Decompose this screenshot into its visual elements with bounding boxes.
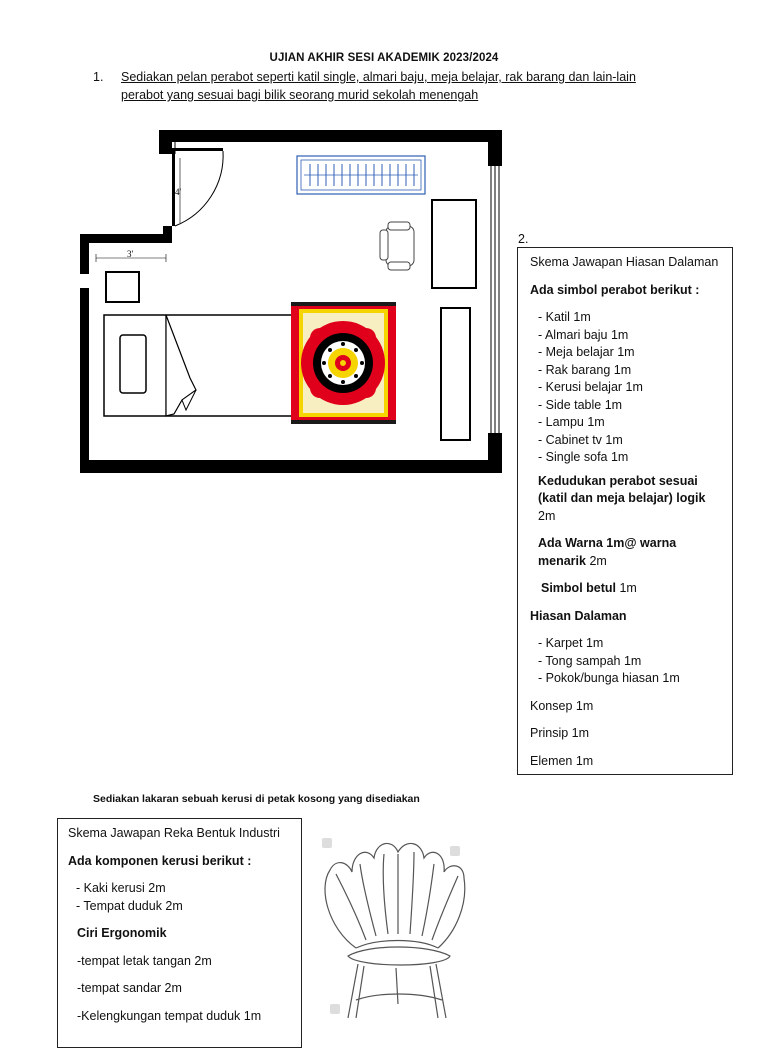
side-table xyxy=(106,272,139,302)
list-item: - Single sofa 1m xyxy=(538,449,720,467)
list-item: - Tempat duduk 2m xyxy=(76,898,291,916)
principle-criterion: Prinsip 1m xyxy=(530,726,590,740)
question-1-number: 1. xyxy=(93,70,104,84)
decor-list xyxy=(530,635,720,688)
study-chair xyxy=(380,222,414,270)
sketch-instruction: Sediakan lakaran sebuah kerusi di petak kosong yang disediakan xyxy=(93,793,420,805)
dim-door-height: 4' xyxy=(175,187,182,197)
list-item: - Meja belajar 1m xyxy=(538,344,720,362)
industrial-design-scheme-box xyxy=(57,818,302,1048)
industrial-scheme-title: Skema Jawapan Reka Bentuk Industri xyxy=(68,826,280,840)
concept-criterion: Konsep 1m xyxy=(530,698,594,713)
color-marks: 2m xyxy=(589,553,607,568)
study-desk xyxy=(432,200,476,288)
wall-top xyxy=(159,130,502,142)
list-item: - Pokok/bunga hiasan 1m xyxy=(538,670,720,688)
symbol-criterion xyxy=(530,580,720,598)
wall-left-ledge xyxy=(80,234,172,243)
ergonomic-item: -Kelengkungan tempat duduk 1m xyxy=(77,1008,262,1023)
position-marks: 2m xyxy=(538,508,556,523)
chair-sketch xyxy=(318,828,478,1024)
wall-bottom xyxy=(80,460,502,473)
color-heading: Ada Warna 1m@ warna menarik xyxy=(538,536,677,568)
list-item: - Katil 1m xyxy=(538,309,720,327)
list-item: - Cabinet tv 1m xyxy=(538,432,720,450)
symbols-list xyxy=(530,309,720,467)
decor-heading: Hiasan Dalaman xyxy=(530,608,627,623)
symbols-heading: Ada simbol perabot berikut : xyxy=(530,282,700,297)
question-1-line-2: perabot yang sesuai bagi bilik seorang murid sekolah menengah xyxy=(121,88,479,102)
list-item: - Lampu 1m xyxy=(538,414,720,432)
question-1-line-1: Sediakan pelan perabot seperti katil single, almari baju, meja belajar, rak barang dan lain-lain xyxy=(121,70,636,84)
window xyxy=(491,166,499,433)
element-criterion: Elemen 1m xyxy=(530,753,594,768)
list-item: - Kerusi belajar 1m xyxy=(538,379,720,397)
position-criterion xyxy=(530,473,720,526)
ergonomic-heading: Ciri Ergonomik xyxy=(77,926,167,940)
ergonomic-item: -tempat letak tangan 2m xyxy=(77,953,212,968)
floor-plan xyxy=(78,128,508,478)
wall-left-lower xyxy=(80,288,89,473)
symbol-heading: Simbol betul xyxy=(541,581,616,595)
dimension-lines xyxy=(96,158,182,262)
carpet xyxy=(291,302,396,424)
ergonomic-item: -tempat sandar 2m xyxy=(77,981,182,995)
wardrobe xyxy=(297,156,425,194)
list-item: - Rak barang 1m xyxy=(538,362,720,380)
question-2-number: 2. xyxy=(518,232,529,246)
wall-right-upper xyxy=(488,130,502,166)
door-jamb xyxy=(163,226,172,243)
components-heading: Ada komponen kerusi berikut : xyxy=(68,853,252,868)
symbol-marks: 1m xyxy=(619,581,637,595)
single-bed xyxy=(104,315,304,416)
components-list xyxy=(68,880,291,915)
door xyxy=(172,142,223,226)
list-item: - Kaki kerusi 2m xyxy=(76,880,291,898)
dim-door-width: 3' xyxy=(127,249,134,259)
storage-rack xyxy=(441,308,470,440)
color-criterion xyxy=(530,535,720,570)
page-title: UJIAN AKHIR SESI AKADEMIK 2023/2024 xyxy=(269,52,499,64)
list-item: - Karpet 1m xyxy=(538,635,720,653)
interior-decor-scheme-box xyxy=(517,247,733,775)
list-item: - Side table 1m xyxy=(538,397,720,415)
wall-top-left-stub xyxy=(159,130,172,154)
interior-scheme-title: Skema Jawapan Hiasan Dalaman xyxy=(530,255,719,269)
position-heading: Kedudukan perabot sesuai (katil dan meja belajar) logik xyxy=(538,473,706,505)
list-item: - Almari baju 1m xyxy=(538,327,720,345)
list-item: - Tong sampah 1m xyxy=(538,653,720,671)
